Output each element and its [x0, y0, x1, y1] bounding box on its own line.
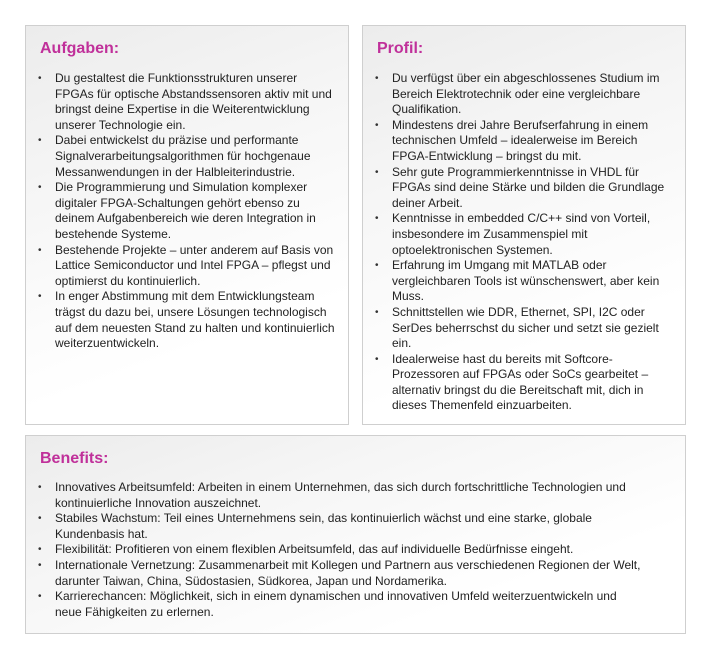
list-item: [38, 589, 645, 620]
list-item-text: Innovatives Arbeitsumfeld: Arbeiten in einem Unternehmen, das sich durch fortschrittliche Technologien und kontinuierliche Innovation auszeichnet.: [55, 480, 626, 510]
benefits-heading: Benefits:: [40, 450, 109, 467]
list-item: [38, 542, 645, 558]
bullet-icon: •: [375, 306, 379, 318]
bullet-icon: •: [38, 135, 42, 147]
bullet-icon: •: [38, 591, 42, 603]
list-item: [38, 289, 338, 351]
bullet-icon: •: [38, 291, 42, 303]
list-item: [375, 211, 675, 258]
list-item-text: Du verfügst über ein abgeschlossenes Studium im Bereich Elektrotechnik oder eine vergleichbare Qualifikation.: [392, 71, 660, 117]
profil-list: [375, 71, 675, 414]
list-item: [375, 305, 675, 352]
aufgaben-card: [25, 25, 349, 425]
bullet-icon: •: [375, 260, 379, 272]
list-item: [38, 180, 338, 242]
list-item: [38, 511, 645, 542]
list-item: [375, 352, 675, 414]
bullet-icon: •: [375, 213, 379, 225]
aufgaben-heading: Aufgaben:: [40, 40, 120, 57]
list-item: [38, 133, 338, 180]
list-item-text: Sehr gute Programmierkenntnisse in VHDL für FPGAs sind deine Stärke und bilden die Grundlage deiner Arbeit.: [392, 164, 665, 210]
list-item-text: Idealerweise hast du bereits mit Softcore-Prozessoren auf FPGAs oder SoCs gearbeitet – alternativ bringst du die Bereitschaft mit, dich in dieses Themenfeld einzuarbeiten.: [392, 351, 649, 413]
list-item: [38, 558, 645, 589]
bullet-icon: •: [38, 73, 42, 84]
bullet-icon: •: [38, 513, 42, 525]
bullet-icon: •: [38, 244, 42, 256]
list-item: [375, 258, 675, 305]
bullet-icon: •: [375, 73, 379, 84]
bullet-icon: •: [38, 182, 42, 194]
profil-heading: Profil:: [377, 40, 424, 57]
benefits-card: [25, 435, 686, 634]
list-item: [38, 243, 338, 290]
profil-card: [362, 25, 686, 425]
benefits-list: [38, 480, 645, 620]
list-item-text: Bestehende Projekte – unter anderem auf Basis von Lattice Semiconductor und Intel FPGA – pflegst und optimierst du kontinuierlich.: [55, 242, 334, 288]
bullet-icon: •: [375, 166, 379, 178]
list-item-text: Erfahrung im Umgang mit MATLAB oder vergleichbaren Tools ist wünschenswert, aber kein Muss.: [392, 258, 660, 304]
list-item-text: Kenntnisse in embedded C/C++ sind von Vorteil, insbesondere im Zusammenspiel mit optoelektronischen Systemen.: [392, 211, 651, 257]
list-item: [38, 480, 645, 511]
list-item-text: Die Programmierung und Simulation komplexer digitaler FPGA-Schaltungen gehört ebenso zu deinem Aufgabenbereich wie deren Integration in bestehende Systeme.: [55, 180, 316, 241]
list-item-text: Flexibilität: Profitieren von einem flexiblen Arbeitsumfeld, das auf individuelle Bedürfnisse eingeht.: [55, 542, 574, 557]
bullet-icon: •: [38, 544, 42, 556]
list-item-text: Du gestaltest die Funktionsstrukturen unserer FPGAs für optische Abstandssensoren aktiv mit und bringst deine Expertise in die Weiterentwicklung unserer Technologie ein.: [55, 71, 332, 132]
list-item-text: Stabiles Wachstum: Teil eines Unternehmens sein, das kontinuierlich wächst und eine starke, globale Kundenbasis hat.: [55, 511, 592, 541]
list-item: [38, 71, 338, 133]
bullet-icon: •: [38, 559, 42, 571]
list-item: [375, 71, 675, 118]
list-item: [375, 118, 675, 165]
list-item-text: Karrierechancen: Möglichkeit, sich in einem dynamischen und innovativen Umfeld weiterzuentwickeln und neue Fähigkeiten zu erlernen.: [55, 589, 617, 619]
bullet-icon: •: [375, 353, 379, 365]
list-item-text: Dabei entwickelst du präzise und performante Signalverarbeitungsalgorithmen für hochgenaue Messanwendungen in der Halbleiterindustrie.: [55, 133, 311, 179]
list-item-text: Mindestens drei Jahre Berufserfahrung in einem technischen Umfeld – idealerweise im Bereich FPGA-Entwicklung – bringst du mit.: [392, 117, 649, 163]
bullet-icon: •: [375, 119, 379, 131]
list-item-text: In enger Abstimmung mit dem Entwicklungsteam trägst du dazu bei, unsere Lösungen technologisch auf dem neuesten Stand zu halten und kontinuierlich weiterzuentwickeln.: [55, 289, 335, 351]
list-item: [375, 165, 675, 212]
list-item-text: Internationale Vernetzung: Zusammenarbeit mit Kollegen und Partnern aus verschiedenen Regionen der Welt, darunter Taiwan, China, Südostasien, Südkorea, Japan und Nordamerika.: [55, 557, 641, 588]
aufgaben-list: [38, 71, 338, 352]
list-item-text: Schnittstellen wie DDR, Ethernet, SPI, I2C oder SerDes beherrschst du sicher und setzt sie gezielt ein.: [392, 304, 659, 351]
bullet-icon: •: [38, 482, 42, 493]
